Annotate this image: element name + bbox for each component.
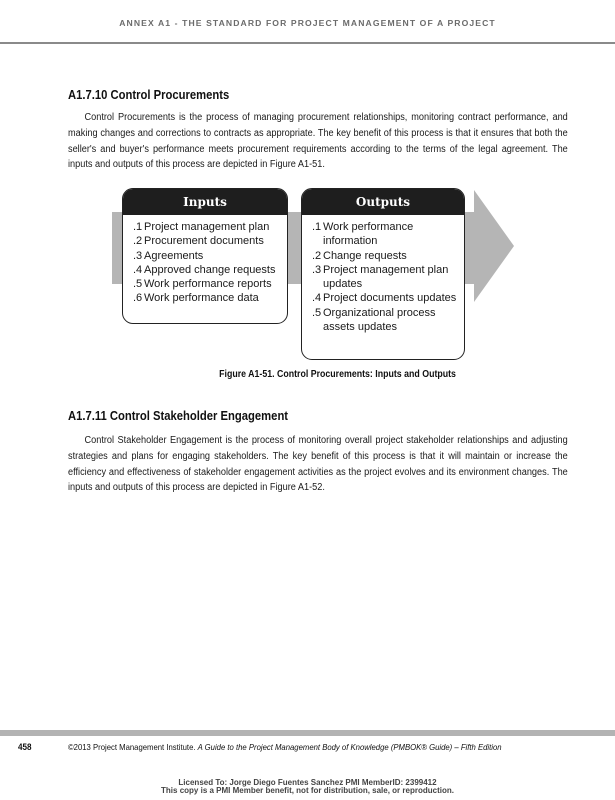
input-item: .6 Work performance data — [133, 292, 259, 305]
output-item: .3 Project management plan updates — [312, 263, 449, 291]
output-item: .4 Project documents updates — [312, 292, 457, 305]
input-item: .2 Procurement documents — [133, 235, 264, 248]
input-item: .4 Approved change requests — [133, 263, 276, 276]
section-paragraph-control-stakeholder-engagement: Control Stakeholder Engagement is the process of monitoring overall project stakeholder relationships and adjusting strategies and plans for engaging stakeholders. The key benefit of this process is that it will maintain or increase the efficiency and effectiveness of stakeholder engagement activities as the project evolves and its environment changes. The inputs and outputs of this process are depicted in Figure A1-52. — [68, 435, 568, 494]
inputs-list — [123, 215, 287, 306]
inputs-title: Inputs — [123, 189, 287, 215]
input-item: .5 Work performance reports — [133, 278, 272, 291]
output-item: .1 Work performance information — [312, 221, 414, 248]
output-item: .5 Organizational process assets updates — [312, 306, 436, 334]
figure-inputs-outputs — [112, 186, 517, 362]
page-number: 458 — [18, 742, 32, 752]
inputs-box — [122, 188, 288, 324]
figure-caption: Figure A1-51. Control Procurements: Inputs and Outputs — [219, 369, 456, 380]
footer-copyright: ©2013 Project Management Institute. A Guide to the Project Management Body of Knowledge (PMBOK® Guide) – Fifth Edition — [68, 742, 502, 752]
outputs-box — [301, 188, 465, 360]
section-heading-control-procurements: A1.7.10 Control Procurements — [68, 88, 230, 102]
input-item: .3 Agreements — [133, 249, 204, 262]
running-header — [0, 0, 615, 44]
input-item: .1 Project management plan — [133, 221, 270, 233]
license-line-2: This copy is a PMI Member benefit, not for distribution, sale, or reproduction. — [161, 786, 454, 795]
outputs-list — [302, 215, 464, 334]
section-paragraph-control-procurements: Control Procurements is the process of managing procurement relationships, monitoring contract performance, and making changes and corrections to contracts as appropriate. The key benefit of this process is that it ensures that both the seller's and buyer's performance meets procurement requirements according to the terms of the legal agreement. The inputs and outputs of this process are depicted in Figure A1-51. — [68, 112, 568, 171]
license-line-1: Licensed To: Jorge Diego Fuentes Sanchez PMI MemberID: 2399412 — [178, 778, 437, 787]
running-title: ANNEX A1 - THE STANDARD FOR PROJECT MANAGEMENT OF A PROJECT — [119, 18, 496, 28]
outputs-title: Outputs — [302, 189, 464, 215]
output-item: .2 Change requests — [312, 249, 407, 262]
section-heading-control-stakeholder-engagement: A1.7.11 Control Stakeholder Engagement — [68, 409, 289, 423]
footer-rule — [0, 730, 615, 736]
